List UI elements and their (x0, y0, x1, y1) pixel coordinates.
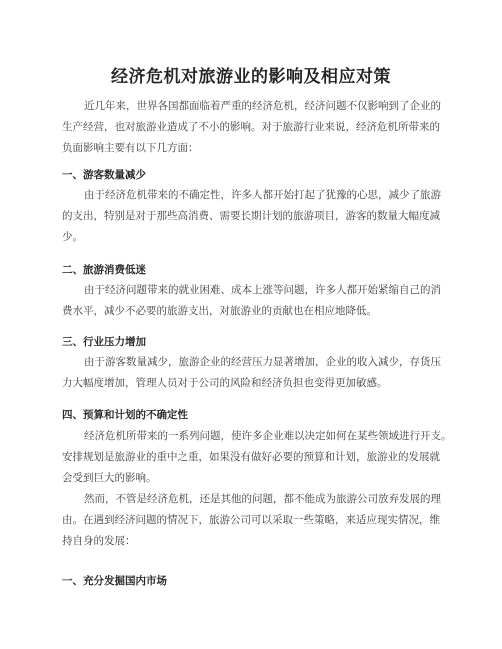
paragraph-line: 的支出，特别是对于那些高消费、需要长期计划的旅游项目，游客的数量大幅度减 (62, 210, 440, 222)
section-2-paragraph (62, 280, 440, 322)
paragraph-line: 由于游客数量减少，旅游企业的经营压力显著增加，企业的收入减少，存货压 (84, 356, 441, 368)
paragraph-line: 由于经济危机带来的不确定性，许多人都开始打起了犹豫的心思，减少了旅游 (84, 189, 441, 201)
paragraph-line: 近几年来，世界各国都面临着严重的经济危机，经济问题不仅影响到了企业的 (84, 100, 441, 112)
section-4-paragraph (62, 426, 452, 489)
paragraph-line: 会受到巨大的影响。 (62, 472, 157, 484)
section-heading-1: 一、游客数量减少 (62, 169, 146, 181)
section-heading-4: 四、预算和计划的不确定性 (62, 409, 188, 421)
intro-paragraph (62, 96, 440, 159)
paragraph-line: 持自身的发展： (62, 535, 136, 547)
section-heading-2: 二、旅游消费低迷 (62, 264, 146, 276)
paragraph-line: 生产经营，也对旅游业造成了不小的影响。对于旅游行业来说，经济危机所带来的 (62, 121, 440, 133)
paragraph-line: 由。在遇到经济问题的情况下，旅游公司可以采取一些策略，来适应现实情况，维 (62, 514, 440, 526)
closing-paragraph (62, 489, 440, 552)
section-1-paragraph (62, 185, 440, 248)
paragraph-line: 安排规划是旅游业的重中之重，如果没有做好必要的预算和计划，旅游业的发展就 (62, 451, 440, 463)
paragraph-line: 少。 (62, 231, 83, 243)
paragraph-line: 力大幅度增加，管理人员对于公司的风险和经济负担也变得更加敏感。 (62, 377, 388, 389)
paragraph-line: 负面影响主要有以下几方面： (62, 142, 199, 154)
strategy-heading-1: 一、充分发掘国内市场 (62, 575, 167, 587)
section-heading-3: 三、行业压力增加 (62, 336, 146, 348)
paragraph-line: 经济危机所带来的一系列问题，使许多企业难以决定如何在某些领域进行开支。 (84, 430, 452, 442)
document-title: 经济危机对旅游业的影响及相应对策 (111, 67, 391, 87)
paragraph-line: 费水平，减少不必要的旅游支出，对旅游业的贡献也在相应地降低。 (62, 305, 377, 317)
paragraph-line: 由于经济问题带来的就业困难、成本上涨等问题，许多人都开始紧缩自己的消 (84, 284, 441, 296)
paragraph-line: 然而，不管是经济危机，还是其他的问题，都不能成为旅游公司放弃发展的理 (84, 493, 441, 505)
section-3-paragraph (62, 352, 440, 394)
